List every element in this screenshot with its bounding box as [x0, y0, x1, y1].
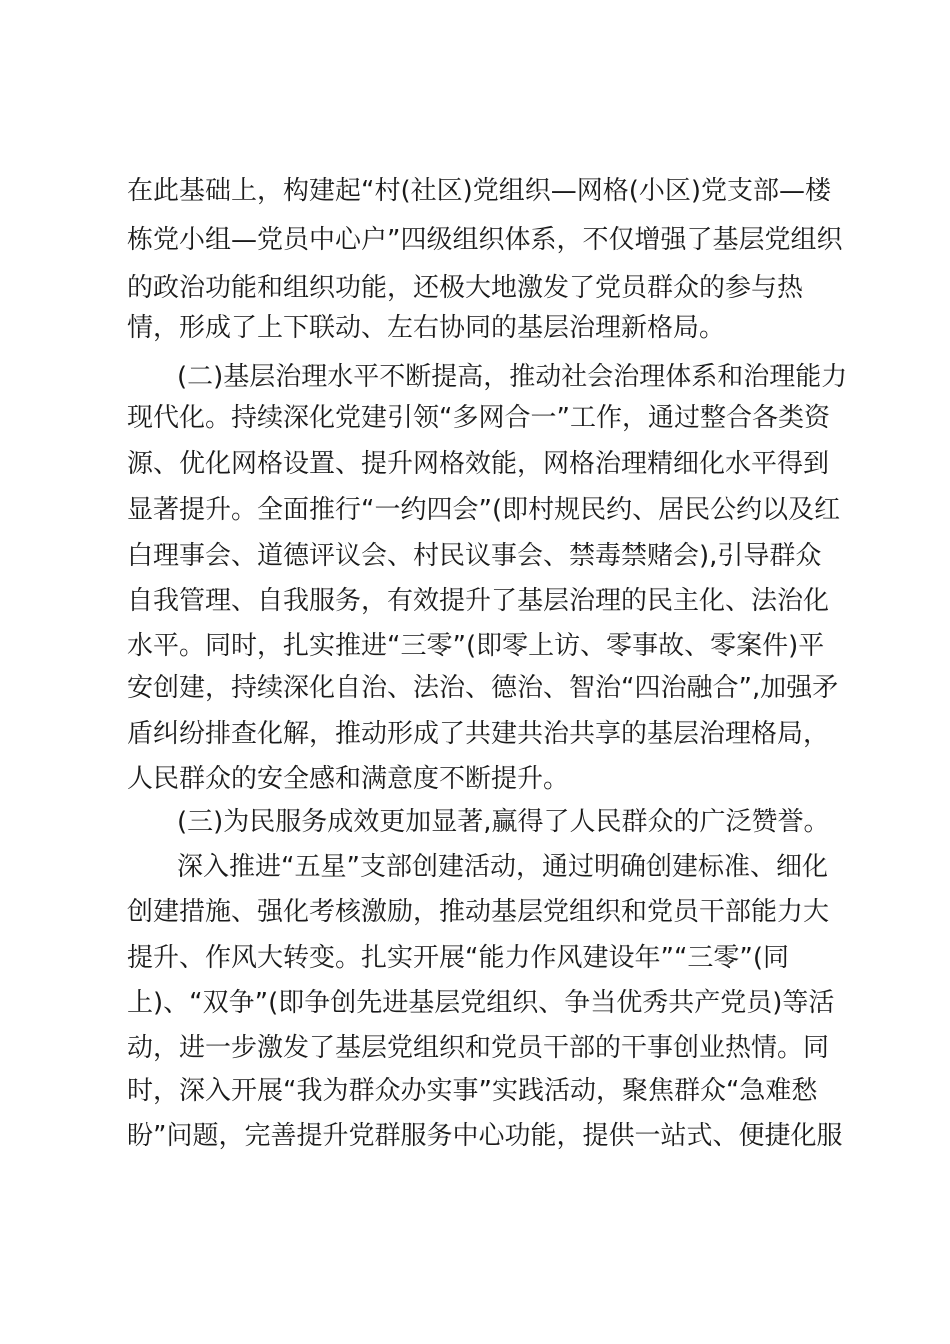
text-line: 盾纠纷排查化解，推动形成了共建共治共享的基层治理格局，: [127, 719, 830, 749]
section-heading-2: (二)基层治理水平不断提高，推动社会治理体系和治理能力: [177, 362, 848, 392]
text-line: 人民群众的安全感和满意度不断提升。: [127, 764, 570, 794]
paragraph-start: 深入推进“五星”支部创建活动，通过明确创建标准、细化: [177, 852, 828, 882]
text-line: 盼”问题，完善提升党群服务中心功能，提供一站式、便捷化服: [127, 1121, 843, 1151]
section-heading-3: (三)为民服务成效更加显著,赢得了人民群众的广泛赞誉。: [177, 807, 830, 837]
text-line: 水平。同时，扎实推进“三零”(即零上访、零事故、零案件)平: [127, 631, 825, 661]
text-line: 提升、作风大转变。扎实开展“能力作风建设年”“三零”(同: [127, 943, 790, 973]
text-line: 安创建，持续深化自治、法治、德治、智治“四治融合”,加强矛: [127, 673, 839, 703]
text-line: 现代化。持续深化党建引领“多网合一”工作，通过整合各类资: [127, 403, 830, 433]
text-line: 自我管理、自我服务，有效提升了基层治理的民主化、法治化: [127, 586, 830, 616]
text-line: 源、优化网格设置、提升网格效能，网格治理精细化水平得到: [127, 449, 830, 479]
text-line: 上)、“双争”(即争创先进基层党组织、争当优秀共产党员)等活: [127, 988, 835, 1018]
text-line: 在此基础上，构建起“村(社区)党组织—网格(小区)党支部—楼: [127, 176, 832, 206]
text-line: 创建措施、强化考核激励，推动基层党组织和党员干部能力大: [127, 897, 830, 927]
text-line: 栋党小组—党员中心户”四级组织体系，不仅增强了基层党组织: [127, 225, 843, 255]
text-line: 时，深入开展“我为群众办实事”实践活动，聚焦群众“急难愁: [127, 1076, 818, 1106]
text-line: 动，进一步激发了基层党组织和党员干部的干事创业热情。同: [127, 1033, 830, 1063]
text-line: 显著提升。全面推行“一约四会”(即村规民约、居民公约以及红: [127, 495, 841, 525]
text-line: 白理事会、道德评议会、村民议事会、禁毒禁赌会),引导群众: [127, 541, 822, 571]
text-line: 情，形成了上下联动、左右协同的基层治理新格局。: [127, 313, 726, 343]
text-line: 的政治功能和组织功能，还极大地激发了党员群众的参与热: [127, 273, 804, 303]
